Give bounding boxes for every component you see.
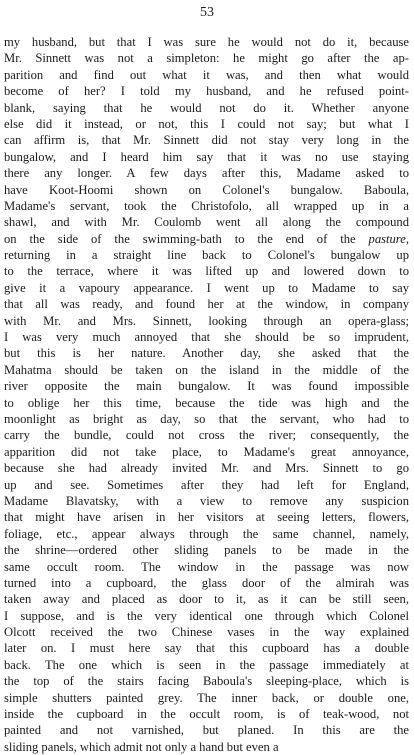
- text-line: I suppose, and is the very identical one through which Colonel: [4, 608, 409, 623]
- text-line: carry the bundle, could not cross the river; consequently, the: [4, 428, 409, 443]
- text-segment: on the side of the swimming-bath to the end of the: [4, 231, 369, 246]
- text-line: same occult room. The window in the passage was now: [4, 559, 409, 574]
- text-line: the top of the stairs facing Baboula's sleeping-place, which is: [4, 674, 409, 689]
- body-text: [4, 34, 409, 755]
- page-number: 53: [200, 5, 214, 20]
- text-line: simple shutters painted grey. The inner back, or double one,: [4, 690, 409, 705]
- text-line: with Mr. and Mrs. Sinnett, looking through an opera-glass;: [4, 313, 409, 328]
- text-line: have Koot-Hoomi shown on Colonel's bungalow. Baboula,: [4, 182, 409, 197]
- text-line: give it a vapoury appearance. I went up to Madame to say: [4, 280, 409, 295]
- text-line: foliage, etc., appear always through the same channel, namely,: [4, 526, 409, 541]
- text-line: up and see. Sometimes after they had left for England,: [4, 477, 409, 492]
- text-line: the shrine—ordered other sliding panels to be made in the: [4, 543, 409, 558]
- text-line: inside the cupboard in the occult room, is of teak-wood, not: [4, 707, 409, 722]
- text-line: become of her? I told my husband, and he refused point-: [4, 84, 409, 99]
- text-line: parition and find out what it was, and then what would: [4, 67, 409, 82]
- text-line: there any longer. A few days after this, Madame asked to: [4, 166, 409, 181]
- text-line: Mr. Sinnett was not a simpleton: he might go after the ap-: [4, 51, 409, 66]
- text-line: back. The one which is seen in the passage immediately at: [4, 657, 409, 672]
- text-line: apparition did not take place, to Madame's great annoyance,: [4, 444, 409, 459]
- text-segment: ,: [405, 231, 409, 246]
- text-line: Mahatma should be taken on the island in the middle of the: [4, 362, 409, 377]
- text-line: moonlight as bright as day, so that the servant, who had to: [4, 411, 409, 426]
- text-line: can affirm is, that Mr. Sinnett did not stay very long in the: [4, 133, 409, 148]
- text-line: my husband, but that I was sure he would not do it, because: [4, 35, 409, 49]
- text-line: blank, saying that he would not do it. Whether anyone: [4, 100, 409, 115]
- text-line: because she had already invited Mr. and Mrs. Sinnett to go: [4, 461, 409, 476]
- text-line: that might have arisen in her visitors at seeing letters, flowers,: [4, 510, 409, 525]
- text-line: turned into a cupboard, the glass door of the almirah was: [4, 575, 409, 590]
- text-line: later on. I must here say that this cupboard has a double: [4, 641, 409, 656]
- text-line: shawl, and with Mr. Coulomb went all along the compound: [4, 215, 409, 230]
- text-line: else did it instead, or not, this I could not say; but what I: [4, 116, 409, 131]
- text-line: to the terrace, where it was lifted up and lowered down to: [4, 264, 409, 279]
- text-line: returning in a straight line back to Colonel's bungalow up: [4, 248, 409, 263]
- text-line: taken away and placed as door to it, as it can be still seen,: [4, 592, 409, 607]
- text-line: river opposite the main bungalow. It was found impossible: [4, 379, 409, 394]
- text-line: to oblige her this time, because the tide was high and the: [4, 395, 409, 410]
- text-line: but this is her nature. Another day, she asked that the: [4, 346, 409, 361]
- text-line: sliding panels, which admit not only a hand but even a: [4, 739, 279, 754]
- text-line: that all was ready, and found her at the window, in company: [4, 297, 409, 312]
- text-line: Madame's servant, took the Christofolo, all wrapped up in a: [4, 198, 409, 213]
- text-line: painted and not varnished, but planed. In this are the: [4, 723, 409, 738]
- text-line: I was very much annoyed that she should be so imprudent,: [4, 330, 409, 345]
- text-line: Madame Blavatsky, with a view to remove any suspicion: [4, 493, 409, 508]
- text-line: bungalow, and I heard him say that it was no use staying: [4, 149, 409, 164]
- text-line-with-italic: [4, 231, 409, 247]
- italic-word: pasture: [368, 231, 406, 246]
- text-line: Olcott received the two Chinese vases in the way explained: [4, 625, 409, 640]
